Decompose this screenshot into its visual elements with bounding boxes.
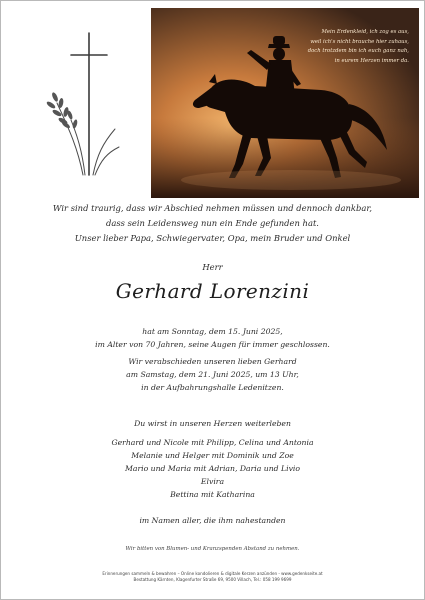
closing-line: im Namen aller, die ihm nahestanden bbox=[139, 516, 286, 525]
quote-line: in eurem Herzen immer da. bbox=[334, 57, 409, 64]
cowboy-sunset-photo bbox=[151, 8, 419, 198]
funeral-line: in der Aufbahrungshalle Ledenitzen. bbox=[141, 383, 284, 392]
intro-text bbox=[1, 201, 424, 246]
death-line: hat am Sonntag, dem 15. Juni 2025, bbox=[142, 327, 283, 336]
cross-with-wheat-icon bbox=[37, 25, 137, 185]
footer-line: Erinnerungen sammeln & bewahren – Online kondolieren & digitale Kerzen anzünden - www.gedenkseite.at bbox=[102, 571, 323, 576]
footer-line: Bestattung Kärnten, Klagenfurter Straße 69, 9500 Villach, Tel.: 058 199 9699 bbox=[133, 577, 292, 583]
death-notice bbox=[1, 325, 424, 351]
family-member-line: Bettina mit Katharina bbox=[170, 490, 255, 499]
quote-line: Mein Erdenkleid, ich zog es aus, bbox=[321, 29, 409, 35]
funeral-line: Wir verabschieden unseren lieben Gerhard bbox=[128, 357, 297, 366]
family-member-line: Melanie und Helger mit Dominik und Zoe bbox=[131, 451, 294, 460]
death-line: im Alter von 70 Jahren, seine Augen für immer geschlossen. bbox=[95, 340, 330, 349]
memory-line: Du wirst in unseren Herzen weiterleben bbox=[134, 419, 291, 428]
quote-line: weil ich's nicht brauche hier zuhaus, bbox=[310, 38, 409, 45]
donation-note: Wir bitten von Blumen- und Kranzspenden Abstand zu nehmen. bbox=[125, 546, 300, 552]
photo-quote bbox=[269, 28, 409, 66]
honorific-title: Herr bbox=[202, 262, 223, 272]
family-member-line: Gerhard und Nicole mit Philipp, Celina und Antonia bbox=[111, 438, 314, 447]
funeral-line: am Samstag, dem 21. Juni 2025, um 13 Uhr, bbox=[126, 370, 299, 379]
family-member-line: Elvira bbox=[200, 477, 225, 486]
intro-line: Wir sind traurig, dass wir Abschied nehmen müssen und dennoch dankbar, bbox=[52, 203, 373, 213]
quote-line: doch trotzdem bin ich euch ganz nah, bbox=[307, 48, 409, 55]
family-member-line: Mario und Maria mit Adrian, Daria und Livio bbox=[124, 464, 301, 473]
family-list bbox=[1, 436, 424, 501]
deceased-name: Gerhard Lorenzini bbox=[115, 279, 310, 303]
intro-line: Unser lieber Papa, Schwiegervater, Opa, mein Bruder und Onkel bbox=[74, 233, 351, 243]
footer bbox=[1, 571, 424, 584]
intro-line: dass sein Leidensweg nun ein Ende gefunden hat. bbox=[106, 218, 319, 228]
funeral-details bbox=[1, 355, 424, 394]
